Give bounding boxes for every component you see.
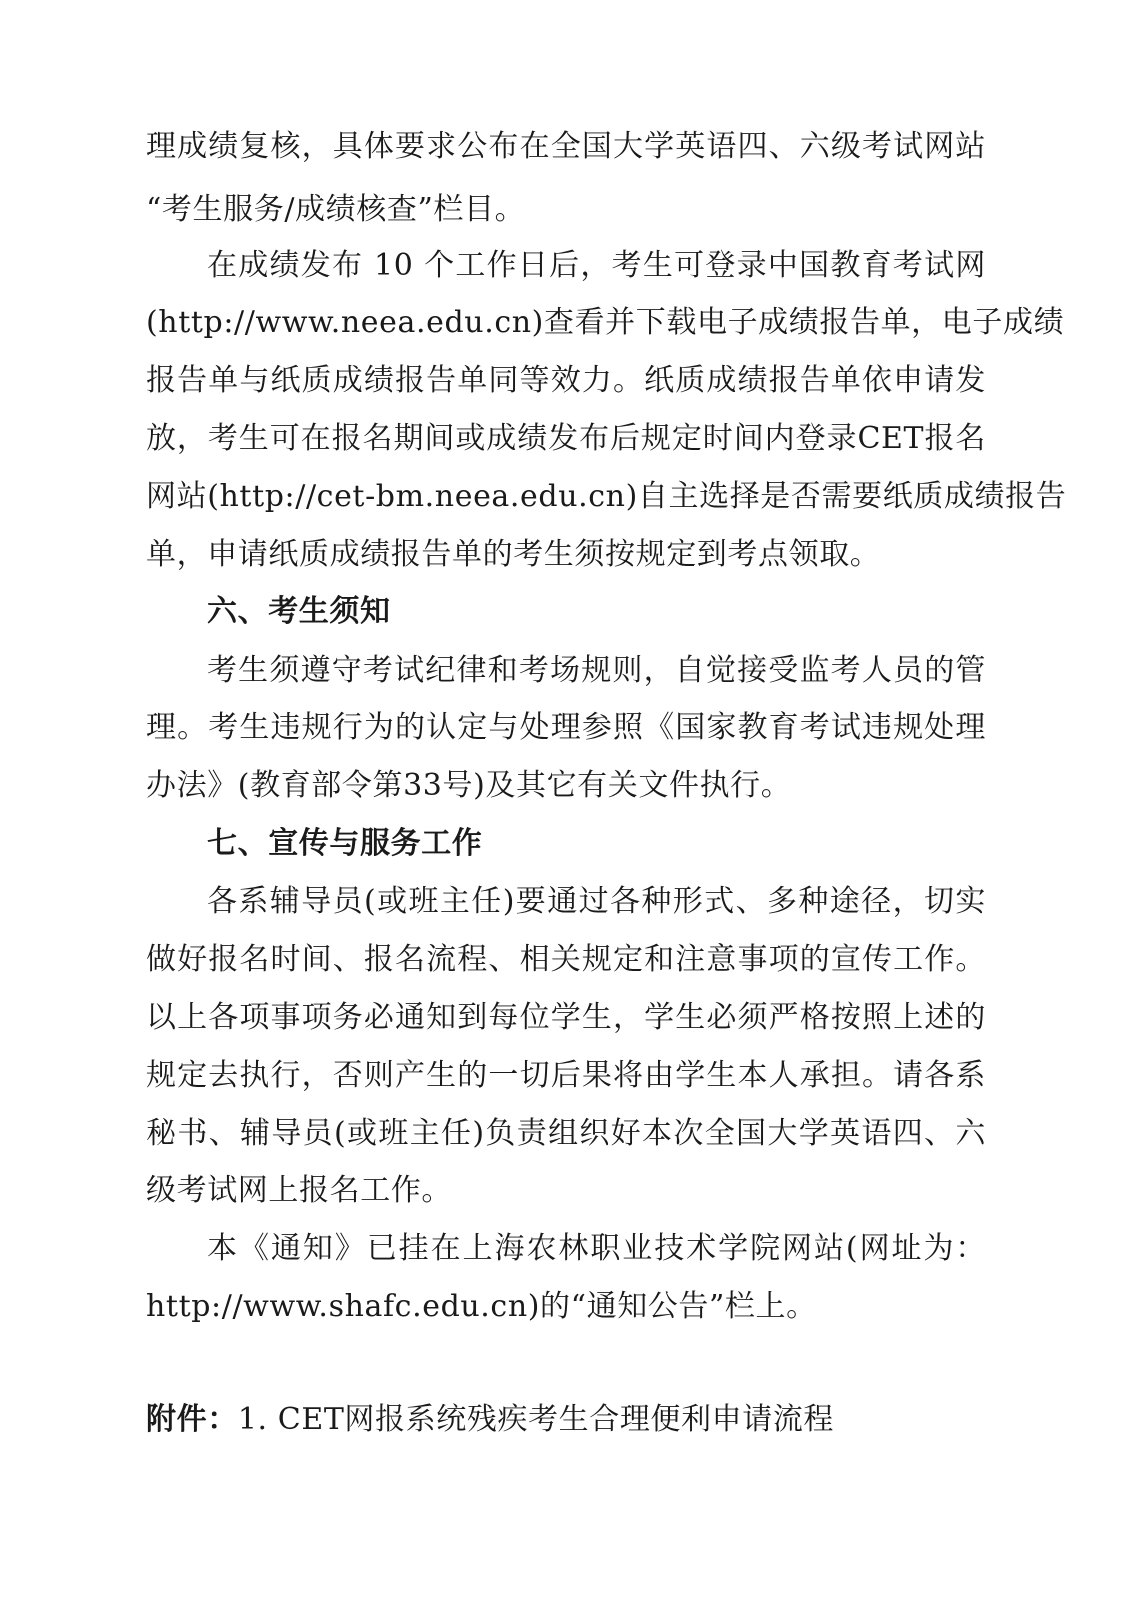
score-report-line-1: 在成绩发布 10 个工作日后，考生可登录中国教育考试网: [207, 248, 986, 283]
section7-line-2: 做好报名时间、报名流程、相关规定和注意事项的宣传工作。: [146, 942, 986, 977]
section6-line-3: 办法》(教育部令第33号)及其它有关文件执行。: [146, 768, 792, 803]
attachment-item: 1. CET网报系统残疾考生合理便利申请流程: [237, 1402, 835, 1437]
notice-line-2: http://www.shafc.edu.cn)的“通知公告”栏上。: [146, 1289, 817, 1324]
score-report-line-3: 报告单与纸质成绩报告单同等效力。纸质成绩报告单依申请发: [146, 363, 986, 398]
notice-line-1: 本《通知》已挂在上海农林职业技术学院网站(网址为：: [207, 1231, 986, 1266]
score-report-line-2: (http://www.neea.edu.cn)查看并下载电子成绩报告单，电子成绩: [146, 305, 1065, 340]
section7-line-5: 秘书、辅导员(或班主任)负责组织好本次全国大学英语四、六: [146, 1116, 986, 1151]
score-report-line-4: 放，考生可在报名期间或成绩发布后规定时间内登录CET报名: [146, 421, 986, 456]
score-report-line-5: 网站(http://cet-bm.neea.edu.cn)自主选择是否需要纸质成绩报告: [146, 479, 1067, 514]
section6-line-2: 理。考生违规行为的认定与处理参照《国家教育考试违规处理: [146, 710, 986, 745]
section6-line-1: 考生须遵守考试纪律和考场规则，自觉接受监考人员的管: [207, 653, 986, 688]
section7-line-6: 级考试网上报名工作。: [146, 1173, 452, 1208]
score-report-line-6: 单，申请纸质成绩报告单的考生须按规定到考点领取。: [146, 537, 881, 572]
attachment-label: 附件：: [146, 1402, 238, 1437]
section7-line-1: 各系辅导员(或班主任)要通过各种形式、多种途径，切实: [207, 884, 986, 919]
section6-heading: 六、考生须知: [207, 594, 391, 629]
section7-line-3: 以上各项事项务必通知到每位学生，学生必须严格按照上述的: [146, 1000, 986, 1035]
section7-heading: 七、宣传与服务工作: [207, 826, 483, 861]
section5-line-1: 理成绩复核，具体要求公布在全国大学英语四、六级考试网站: [146, 129, 986, 164]
attachment-line: [146, 1400, 986, 1440]
section7-line-4: 规定去执行，否则产生的一切后果将由学生本人承担。请各系: [146, 1058, 986, 1093]
section5-line-2: “考生服务/成绩核查”栏目。: [146, 192, 526, 227]
